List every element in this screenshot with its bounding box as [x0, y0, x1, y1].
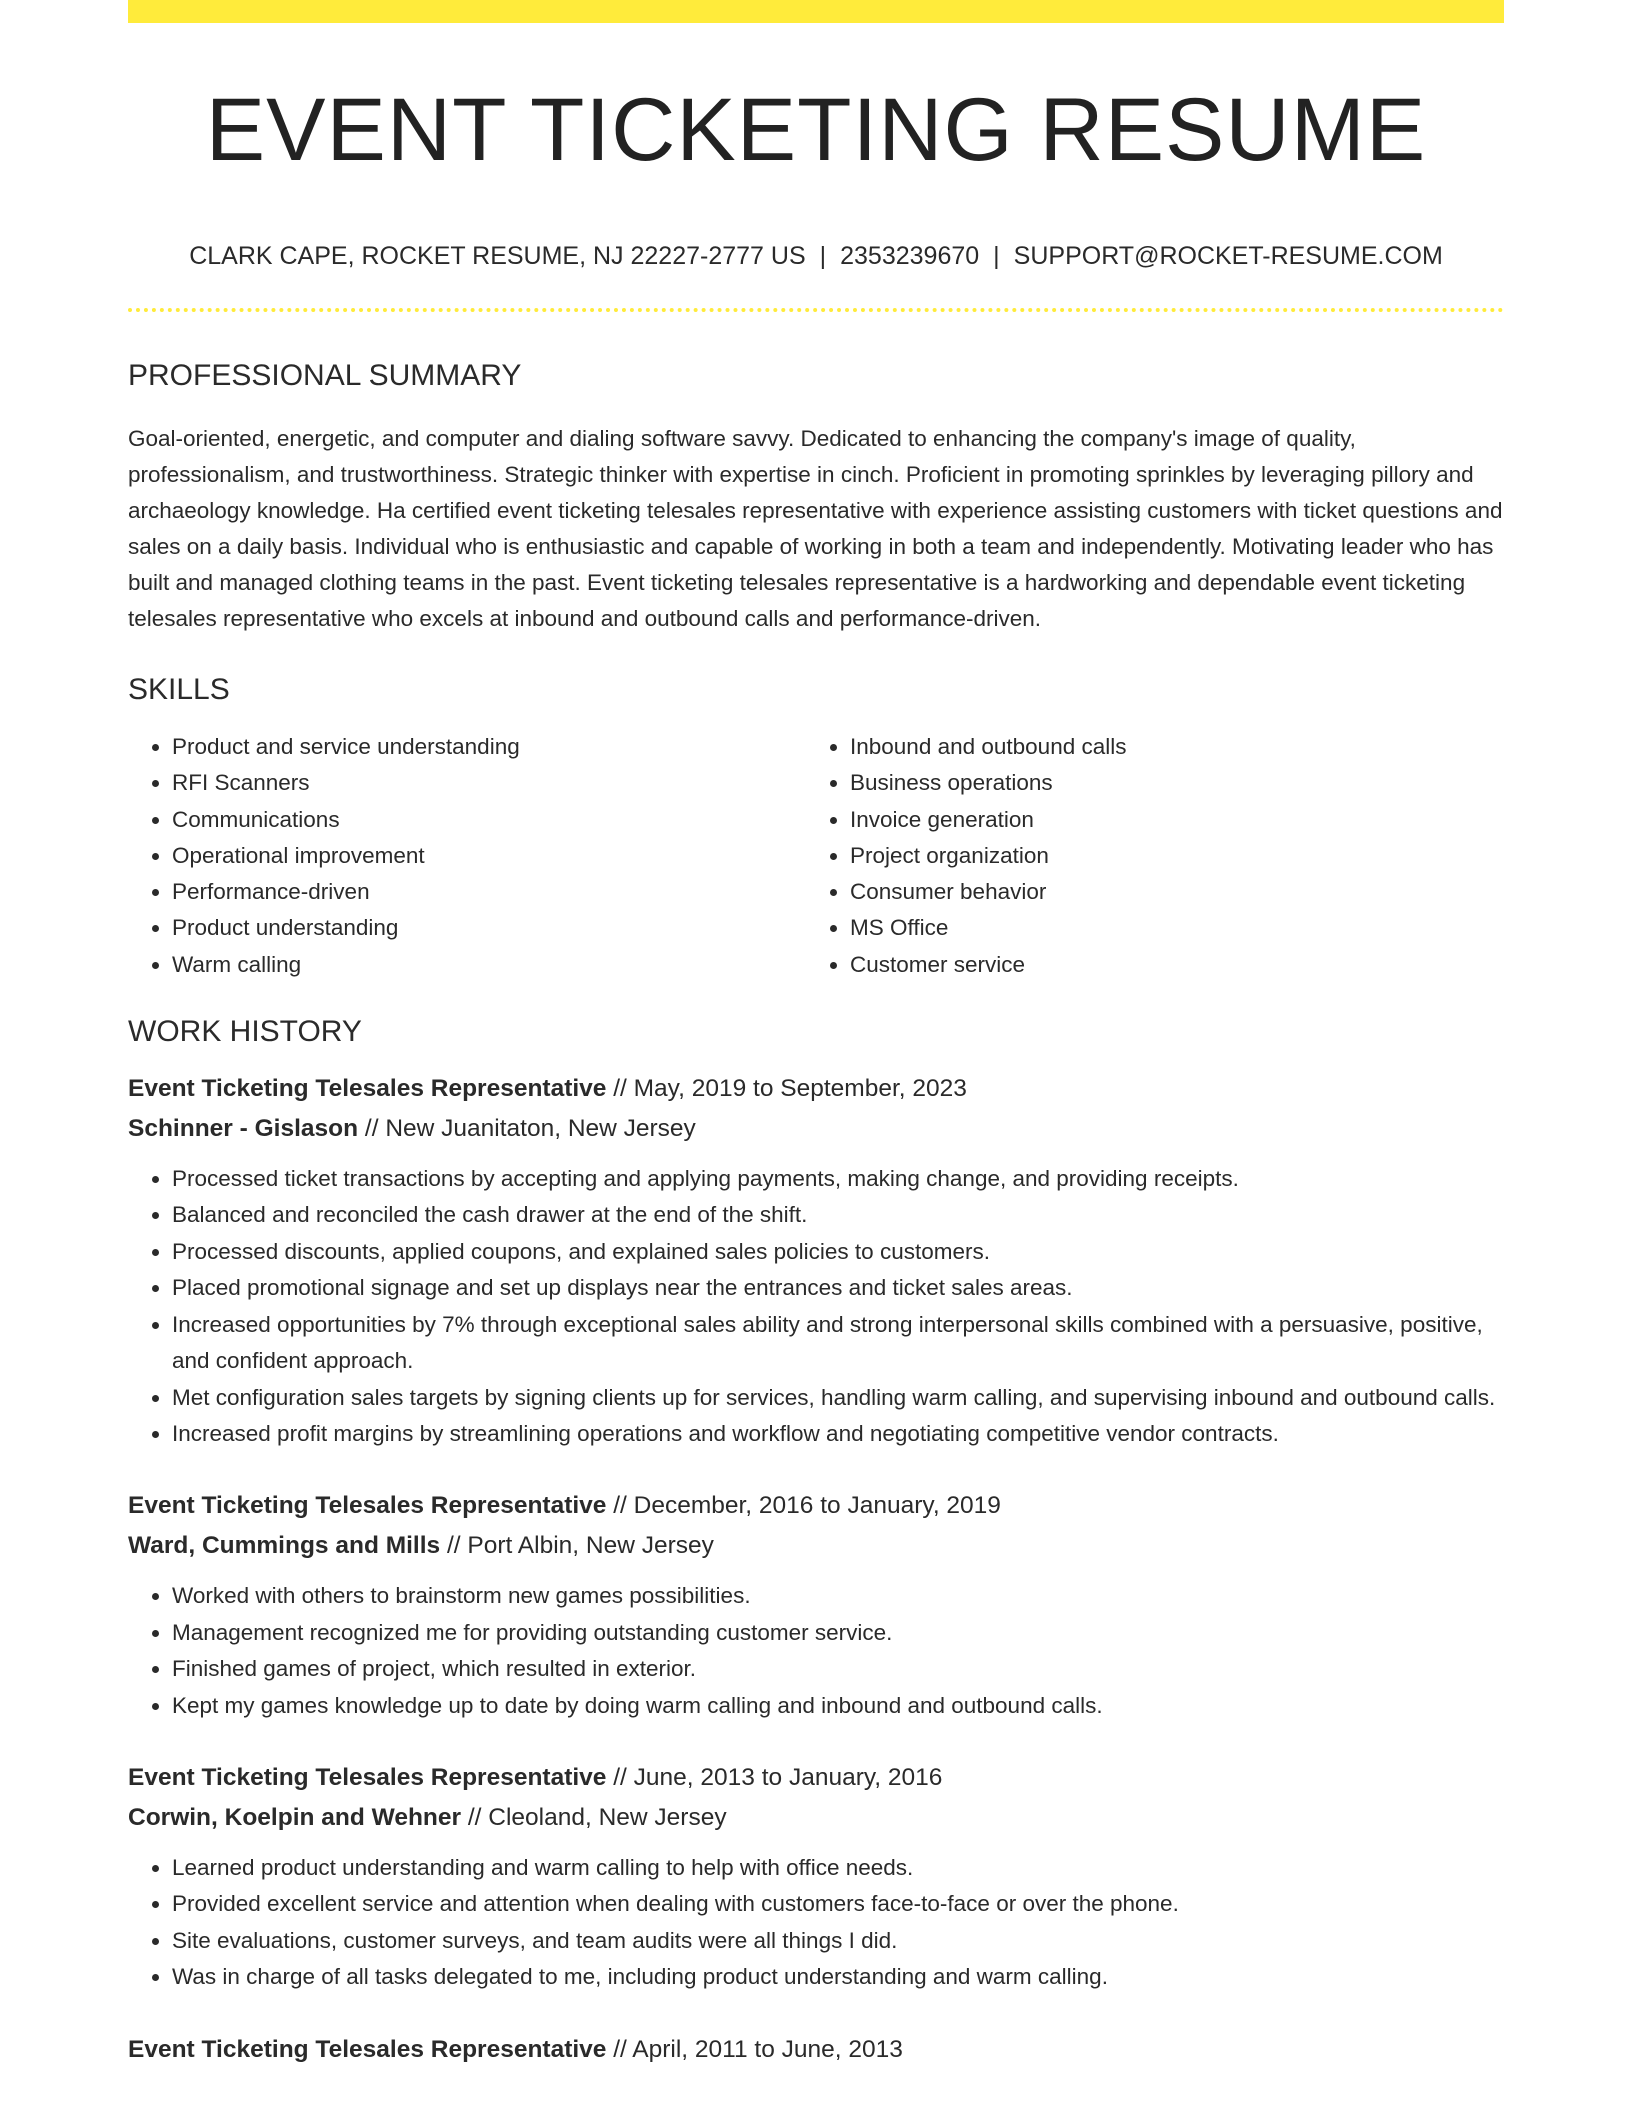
job-title-line: [128, 1069, 1504, 1109]
skill-item: • MS Office: [850, 910, 1484, 946]
job-bullets: [128, 1850, 1504, 1996]
job-bullet: • Increased opportunities by 7% through exceptional sales ability and strong interpersonal skills combined with a persuasive, positive, and confident approach.: [172, 1307, 1504, 1380]
skill-item: • Consumer behavior: [850, 874, 1484, 910]
job-bullet: • Management recognized me for providing outstanding customer service.: [172, 1615, 1504, 1651]
job-company: Ward, Cummings and Mills: [128, 1532, 441, 1560]
skill-item: • Warm calling: [172, 947, 806, 983]
job-bullet: • Provided excellent service and attention when dealing with customers face-to-face or over the phone.: [172, 1886, 1504, 1922]
job-bullet: • Processed ticket transactions by accepting and applying payments, making change, and providing receipts.: [172, 1161, 1504, 1197]
job-entry: [128, 1069, 1504, 1452]
skills-heading: SKILLS: [128, 673, 230, 706]
skill-item: • Operational improvement: [172, 838, 806, 874]
job-dates: // June, 2013 to January, 2016: [606, 1763, 943, 1791]
job-bullet: • Site evaluations, customer surveys, and team audits were all things I did.: [172, 1923, 1504, 1959]
summary-heading: PROFESSIONAL SUMMARY: [128, 359, 522, 392]
resume-title: EVENT TICKETING RESUME: [205, 79, 1427, 179]
job-bullets: [128, 1161, 1504, 1452]
job-bullet: • Met configuration sales targets by signing clients up for services, handling warm calling, and supervising inbound and outbound calls.: [172, 1380, 1504, 1416]
job-location: // New Juanitaton, New Jersey: [358, 1115, 696, 1143]
contact-separator: |: [819, 242, 827, 270]
job-title: Event Ticketing Telesales Representative: [128, 1075, 607, 1103]
job-bullet: • Placed promotional signage and set up displays near the entrances and ticket sales areas.: [172, 1270, 1504, 1306]
job-bullet: • Finished games of project, which resulted in exterior.: [172, 1651, 1504, 1687]
job-title: Event Ticketing Telesales Representative: [128, 1763, 607, 1791]
job-entry: [128, 1758, 1504, 1996]
job-company: Schinner - Gislason: [128, 1115, 359, 1143]
job-bullet: • Was in charge of all tasks delegated to me, including product understanding and warm calling.: [172, 1959, 1504, 1995]
job-title: Event Ticketing Telesales Representative: [128, 2035, 607, 2063]
top-accent-bar: [128, 0, 1504, 23]
job-company-line: [128, 1109, 1504, 1149]
job-bullet: • Processed discounts, applied coupons, and explained sales policies to customers.: [172, 1234, 1504, 1270]
job-company: Corwin, Koelpin and Wehner: [128, 1803, 462, 1831]
job-dates: // May, 2019 to September, 2023: [606, 1075, 967, 1103]
skill-item: • Communications: [172, 802, 806, 838]
job-bullet: • Increased profit margins by streamlining operations and workflow and negotiating competitive vendor contracts.: [172, 1416, 1504, 1452]
contact-separator: |: [993, 242, 1000, 270]
job-bullet: • Kept my games knowledge up to date by doing warm calling and inbound and outbound calls.: [172, 1688, 1504, 1724]
skill-item: • Product and service understanding: [172, 729, 806, 765]
contact-email: SUPPORT@ROCKET-RESUME.COM: [1013, 242, 1443, 270]
contact-address: CLARK CAPE, ROCKET RESUME, NJ 22227-2777 US: [189, 242, 806, 270]
job-bullet: • Learned product understanding and warm calling to help with office needs.: [172, 1850, 1504, 1886]
job-company-line: [128, 1526, 1504, 1566]
job-title-line: [128, 1486, 1504, 1526]
job-bullet: • Balanced and reconciled the cash drawer at the end of the shift.: [172, 1197, 1504, 1233]
job-location: // Port Albin, New Jersey: [440, 1532, 714, 1560]
job-entry: [128, 1486, 1504, 1724]
contact-line: [128, 244, 1504, 269]
summary-text: Goal-oriented, energetic, and computer and dialing software savvy. Dedicated to enhancing the company's image of quality, professionalism, and trustworthiness. Strategic thinker with expertise in cinch. Proficient in promoting sprinkles by leveraging pillory and archaeology knowledge. Ha certified event ticketing telesales representative with experience assisting customers with ticket questions and sales on a daily basis. Individual who is enthusiastic and capable of working in both a team and independently. Motivating leader who has built and managed clothing teams in the past. Event ticketing telesales representative is a hardworking and dependable event ticketing telesales representative who excels at inbound and outbound calls and performance-driven.: [128, 426, 1503, 631]
skill-item: • Customer service: [850, 947, 1484, 983]
job-dates: // December, 2016 to January, 2019: [606, 1492, 1001, 1520]
skills-column-left: [128, 729, 806, 983]
job-title: Event Ticketing Telesales Representative: [128, 1492, 607, 1520]
work-history-heading: WORK HISTORY: [128, 1015, 362, 1049]
resume-page: [128, 0, 1504, 2070]
job-bullet: • Worked with others to brainstorm new games possibilities.: [172, 1578, 1504, 1614]
skill-item: • Inbound and outbound calls: [850, 729, 1484, 765]
job-location: // Cleoland, New Jersey: [461, 1803, 727, 1831]
skill-item: • Invoice generation: [850, 802, 1484, 838]
job-bullets: [128, 1578, 1504, 1724]
skill-item: • Business operations: [850, 765, 1484, 801]
skill-item: • Performance-driven: [172, 874, 806, 910]
header-divider: [128, 308, 1504, 312]
skill-item: • RFI Scanners: [172, 765, 806, 801]
skills-column-right: [806, 729, 1484, 983]
job-title-line: [128, 2030, 1504, 2070]
skills-list: [128, 729, 1504, 983]
job-entry: [128, 2030, 1504, 2070]
contact-phone: 2353239670: [840, 242, 980, 270]
job-title-line: [128, 1758, 1504, 1798]
skill-item: • Project organization: [850, 838, 1484, 874]
skill-item: • Product understanding: [172, 910, 806, 946]
job-dates: // April, 2011 to June, 2013: [606, 2035, 903, 2063]
job-company-line: [128, 1798, 1504, 1838]
